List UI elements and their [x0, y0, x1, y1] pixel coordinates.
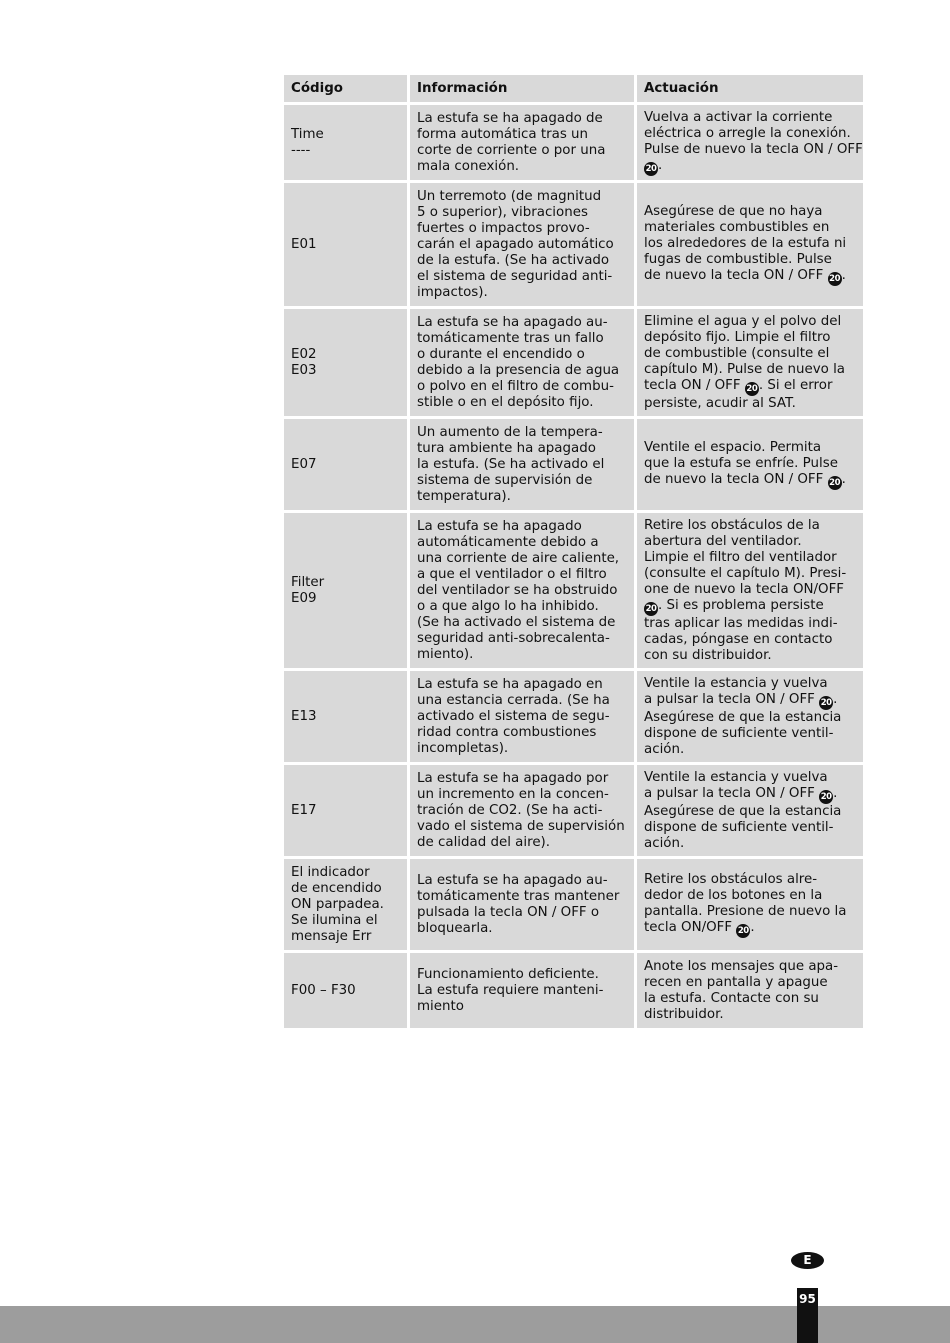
row-code: E07: [284, 419, 407, 510]
key-20-icon: 20: [645, 163, 657, 174]
row-code: E17: [284, 765, 407, 856]
row-info: La estufa se ha apagado por un incremento en la concen- tración de CO2. (Se ha acti- vado el sistema de supervisión de calidad del aire).: [410, 765, 634, 856]
key-20-icon: 20: [829, 477, 841, 488]
row-info: La estufa se ha apagado automáticamente debido a una corriente de aire caliente, a que el ventilador o el filtro del ventilador se ha obstruido o a que algo lo ha inhibido. (Se ha activado el sistema de seguridad anti-sobrecalenta- miento).: [410, 513, 634, 668]
header-actuacion: Actuación: [637, 75, 863, 102]
key-20-icon: 20: [829, 273, 841, 284]
row-action: Vuelva a activar la corriente eléctrica o arregle la conexión. Pulse de nuevo la tecla ON / OFF 20 .: [637, 105, 863, 180]
row-info: Un terremoto (de magnitud 5 o superior), vibraciones fuertes o impactos provo- carán el apagado automático de la estufa. (Se ha activado el sistema de seguridad anti- impactos).: [410, 183, 634, 306]
row-info: La estufa se ha apagado en una estancia cerrada. (Se ha activado el sistema de segu- ridad contra combustiones incompletas).: [410, 671, 634, 762]
row-code: Time ----: [284, 105, 407, 180]
row-action: Retire los obstáculos alre- dedor de los botones en la pantalla. Presione de nuevo la tecla ON/OFF 20 .: [637, 859, 863, 950]
row-info: La estufa se ha apagado au- tomáticamente tras un fallo o durante el encendido o debido a la presencia de agua o polvo en el filtro de combu- stible o en el depósito fijo.: [410, 309, 634, 416]
key-20-icon: 20: [737, 925, 749, 936]
key-20-icon: 20: [645, 603, 657, 614]
row-info: Funcionamiento deficiente. La estufa requiere manteni- miento: [410, 953, 634, 1028]
row-code: F00 – F30: [284, 953, 407, 1028]
language-badge: E: [791, 1252, 824, 1269]
row-info: La estufa se ha apagado de forma automática tras un corte de corriente o por una mala conexión.: [410, 105, 634, 180]
key-20-icon: 20: [820, 697, 832, 708]
key-20-icon: 20: [746, 383, 758, 394]
row-action: Retire los obstáculos de la abertura del ventilador. Limpie el filtro del ventilador (consulte el capítulo M). Presi- one de nuevo la tecla ON/OFF 20 . Si es problema persiste tras aplicar las medidas indi- cadas, póngase en contacto con su distribuidor.: [637, 513, 863, 668]
row-code: E02 E03: [284, 309, 407, 416]
key-20-icon: 20: [820, 791, 832, 802]
row-code: E13: [284, 671, 407, 762]
row-code: El indicador de encendido ON parpadea. Se ilumina el mensaje Err: [284, 859, 407, 950]
row-action: Ventile el espacio. Permita que la estufa se enfríe. Pulse de nuevo la tecla ON / OFF 20 .: [637, 419, 863, 510]
row-code: Filter E09: [284, 513, 407, 668]
row-info: La estufa se ha apagado au- tomáticamente tras mantener pulsada la tecla ON / OFF o bloquearla.: [410, 859, 634, 950]
header-informacion: Información: [410, 75, 634, 102]
row-code: E01: [284, 183, 407, 306]
header-codigo: Código: [284, 75, 407, 102]
row-action: Asegúrese de que no haya materiales combustibles en los alrededores de la estufa ni fugas de combustible. Pulse de nuevo la tecla ON / OFF 20 .: [637, 183, 863, 306]
row-action: Anote los mensajes que apa- recen en pantalla y apague la estufa. Contacte con su distribuidor.: [637, 953, 863, 1028]
row-action: Ventile la estancia y vuelva a pulsar la tecla ON / OFF 20 . Asegúrese de que la estancia dispone de suficiente ventil- ación.: [637, 671, 863, 762]
row-info: Un aumento de la tempera- tura ambiente ha apagado la estufa. (Se ha activado el sistema de supervisión de temperatura).: [410, 419, 634, 510]
row-action: Ventile la estancia y vuelva a pulsar la tecla ON / OFF 20 . Asegúrese de que la estancia dispone de suficiente ventil- ación.: [637, 765, 863, 856]
row-action: Elimine el agua y el polvo del depósito fijo. Limpie el filtro de combustible (consulte el capítulo M). Pulse de nuevo la tecla ON / OFF 20 . Si el error persiste, acudir al SAT.: [637, 309, 863, 416]
page-number: 95: [799, 1292, 816, 1306]
error-code-table: [284, 75, 863, 1028]
